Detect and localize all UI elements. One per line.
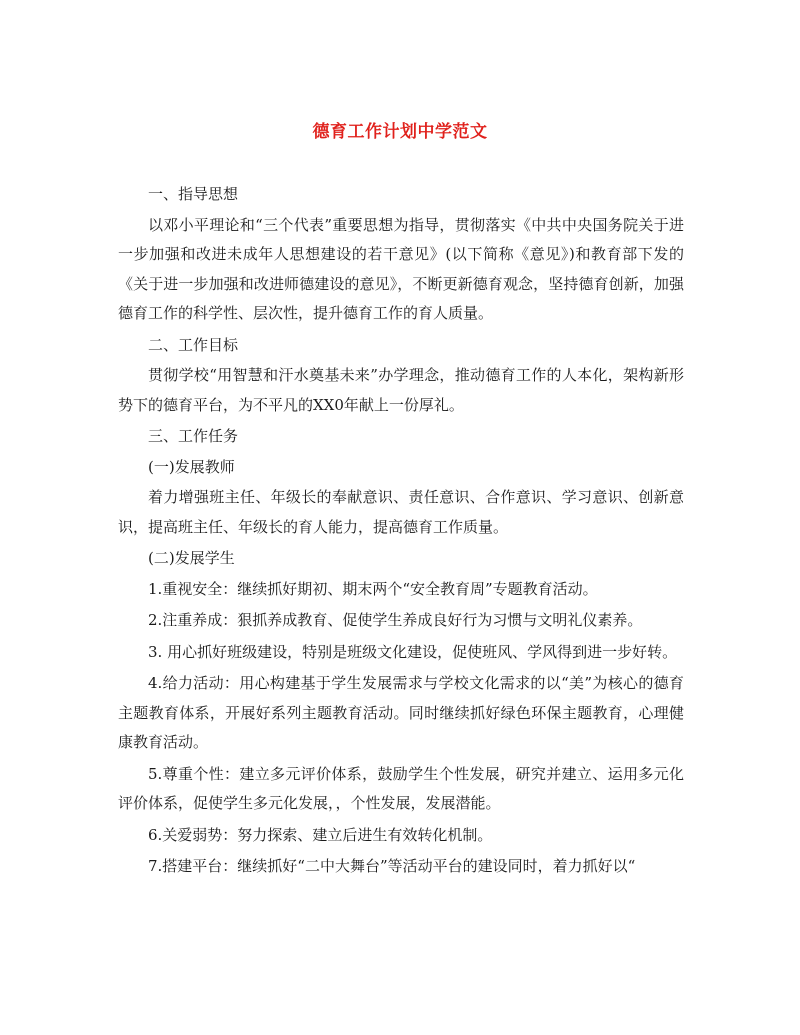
list-item-activities: 4.给力活动：用心构建基于学生发展需求与学校文化需求的以“美”为核心的德育主题教育体系，开展好系列主题教育活动。同时继续抓好绿色环保主题教育，心理健康教育活动。 [118, 674, 684, 751]
list-item-platform: 7.搭建平台：继续抓好“二中大舞台”等活动平台的建设同时，着力抓好以“ [148, 857, 636, 875]
document-title: 德育工作计划中学范文 [312, 122, 488, 142]
paragraph-guiding-ideology: 以邓小平理论和“三个代表”重要思想为指导，贯彻落实《中共中央国务院关于进一步加强和改进未成年人思想建设的若干意见》(以下简称《意见》)和教育部下发的《关于进一步加强和改进师德建设的意见》，不断更新德育观念，坚持德育创新，加强德育工作的科学性、层次性，提升德育工作的育人质量。 [118, 215, 684, 322]
paragraph-develop-teachers: 着力增强班主任、年级长的奉献意识、责任意识、合作意识、学习意识、创新意识，提高班主任、年级长的育人能力，提高德育工作质量。 [118, 488, 684, 536]
list-item-habits: 2.注重养成：狠抓养成教育、促使学生养成良好行为习惯与文明礼仪素养。 [148, 611, 643, 629]
list-item-class-building: 3. 用心抓好班级建设，特别是班级文化建设，促使班风、学风得到进一步好转。 [148, 642, 678, 661]
section-heading-work-goals: 二、工作目标 [148, 335, 239, 354]
subheading-develop-students: (二)发展学生 [148, 549, 235, 567]
section-heading-guiding-ideology: 一、指导思想 [148, 185, 239, 203]
paragraph-work-goals: 贯彻学校“用智慧和汗水奠基未来”办学理念，推动德育工作的人本化，架构新形势下的德育平台，为不平凡的XX0年献上一份厚礼。 [118, 366, 684, 414]
list-item-safety: 1.重视安全：继续抓好期初、期末两个“安全教育周”专题教育活动。 [148, 579, 598, 598]
list-item-individuality: 5.尊重个性：建立多元评价体系，鼓励学生个性发展，研究并建立、运用多元化评价体系，促使学生多元化发展，，个性发展，发展潜能。 [118, 764, 684, 812]
section-heading-work-tasks: 三、工作任务 [148, 427, 239, 445]
subheading-develop-teachers: (一)发展教师 [148, 457, 235, 476]
list-item-care-vulnerable: 6.关爱弱势：努力探索、建立后进生有效转化机制。 [148, 825, 493, 844]
document-body [118, 180, 684, 884]
